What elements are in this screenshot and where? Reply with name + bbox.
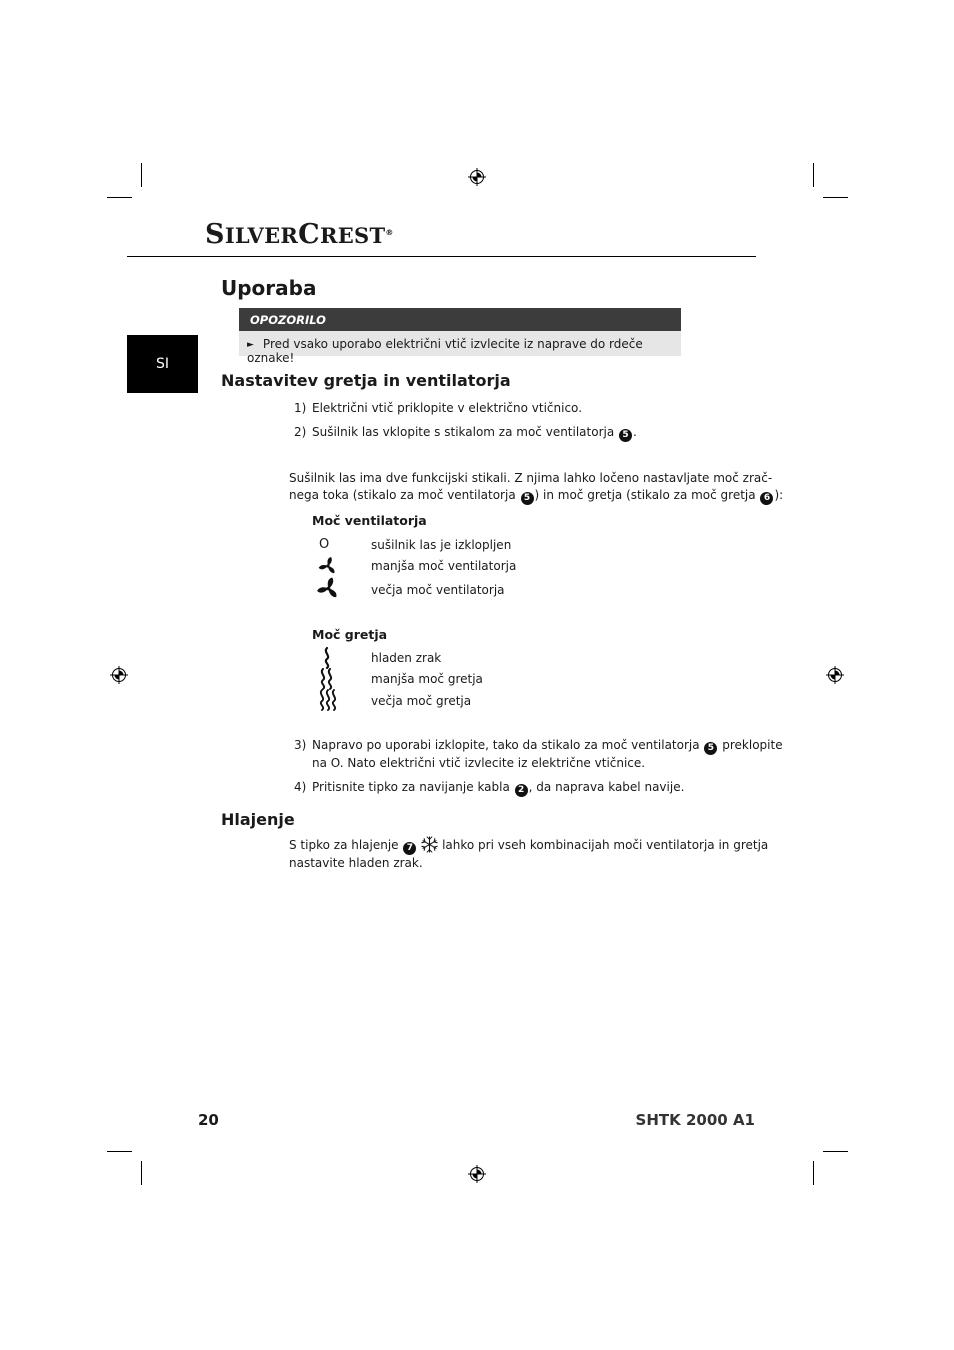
warning-box — [239, 331, 681, 365]
reference-badge: 7 — [403, 842, 416, 855]
crop-mark — [141, 163, 142, 187]
crop-mark — [813, 163, 814, 187]
page-title: Uporaba — [221, 276, 317, 300]
snowflake-icon — [421, 836, 438, 853]
page-number: 20 — [198, 1111, 219, 1129]
step-text: Pritisnite tipko za navijanje kabla 2 , da naprava kabel navije. — [312, 780, 685, 795]
heat-subheading: Moč gretja — [312, 627, 388, 642]
symbol-label: manjša moč ventilatorja — [371, 559, 517, 573]
symbol-label: manjša moč gretja — [371, 672, 483, 686]
fan-subheading: Moč ventilatorja — [312, 513, 427, 528]
section-heading-heat-fan: Nastavitev gretja in ventilatorja — [221, 371, 511, 390]
crop-mark — [141, 1161, 142, 1185]
registration-mark-icon — [468, 1165, 486, 1183]
paragraph-line: nega toka (stikalo za moč ventilatorja 5 ) in moč gretja (stikalo za moč gretja 6 ): — [289, 488, 784, 503]
paragraph-line: nastavite hladen zrak. — [289, 856, 423, 870]
heat-three-waves-icon — [318, 689, 338, 711]
step-text: Električni vtič priklopite v električno vtičnico. — [312, 401, 583, 415]
bullet-arrow-icon: ► — [247, 340, 254, 350]
paragraph-line: S tipko za hlajenje 7 lahko pri vseh kombinacijah moči ventilatorja in gretja — [289, 838, 769, 853]
symbol-label: hladen zrak — [371, 651, 442, 665]
step-number: 1) — [294, 401, 307, 415]
language-tab: SI — [127, 335, 198, 393]
fan-low-icon — [318, 556, 338, 576]
reference-badge: 6 — [760, 492, 773, 505]
step-text: Sušilnik las vklopite s stikalom za moč ventilatorja 5 . — [312, 425, 637, 440]
step-text: Napravo po uporabi izklopite, tako da stikalo za moč ventilatorja 5 preklopite — [312, 738, 783, 753]
symbol-label: sušilnik las je izklopljen — [371, 538, 512, 552]
registration-mark-icon — [826, 666, 844, 684]
registration-mark-icon — [110, 666, 128, 684]
reference-badge: 5 — [521, 492, 534, 505]
crop-mark — [823, 197, 848, 198]
crop-mark — [107, 1151, 132, 1152]
symbol-label: večja moč ventilatorja — [371, 583, 505, 597]
step-number: 3) — [294, 738, 307, 752]
heat-one-wave-icon — [321, 647, 333, 669]
heat-two-waves-icon — [319, 668, 335, 690]
fan-high-icon — [317, 577, 340, 600]
reference-badge: 2 — [515, 784, 528, 797]
reference-badge: 5 — [619, 429, 632, 442]
step-number: 2) — [294, 425, 307, 439]
crop-mark — [813, 1161, 814, 1185]
crop-mark — [107, 197, 132, 198]
model-number: SHTK 2000 A1 — [635, 1111, 755, 1129]
reference-badge: 5 — [704, 742, 717, 755]
section-heading-cooling: Hlajenje — [221, 810, 295, 829]
warning-text: Pred vsako uporabo električni vtič izvlecite iz naprave do rdeče oznake! — [247, 337, 643, 365]
step-text: na O. Nato električni vtič izvlecite iz električne vtičnice. — [312, 756, 646, 770]
header-rule — [127, 256, 756, 257]
step-number: 4) — [294, 780, 307, 794]
warning-heading: OPOZORILO — [239, 308, 681, 331]
symbol-label: večja moč gretja — [371, 694, 472, 708]
crop-mark — [823, 1151, 848, 1152]
paragraph-line: Sušilnik las ima dve funkcijski stikali. Z njima lahko ločeno nastavljate moč zrač- — [289, 471, 773, 485]
registration-mark-icon — [468, 168, 486, 186]
brand-logo: SILVERCREST® — [205, 219, 394, 250]
off-circle-icon: O — [319, 537, 330, 552]
